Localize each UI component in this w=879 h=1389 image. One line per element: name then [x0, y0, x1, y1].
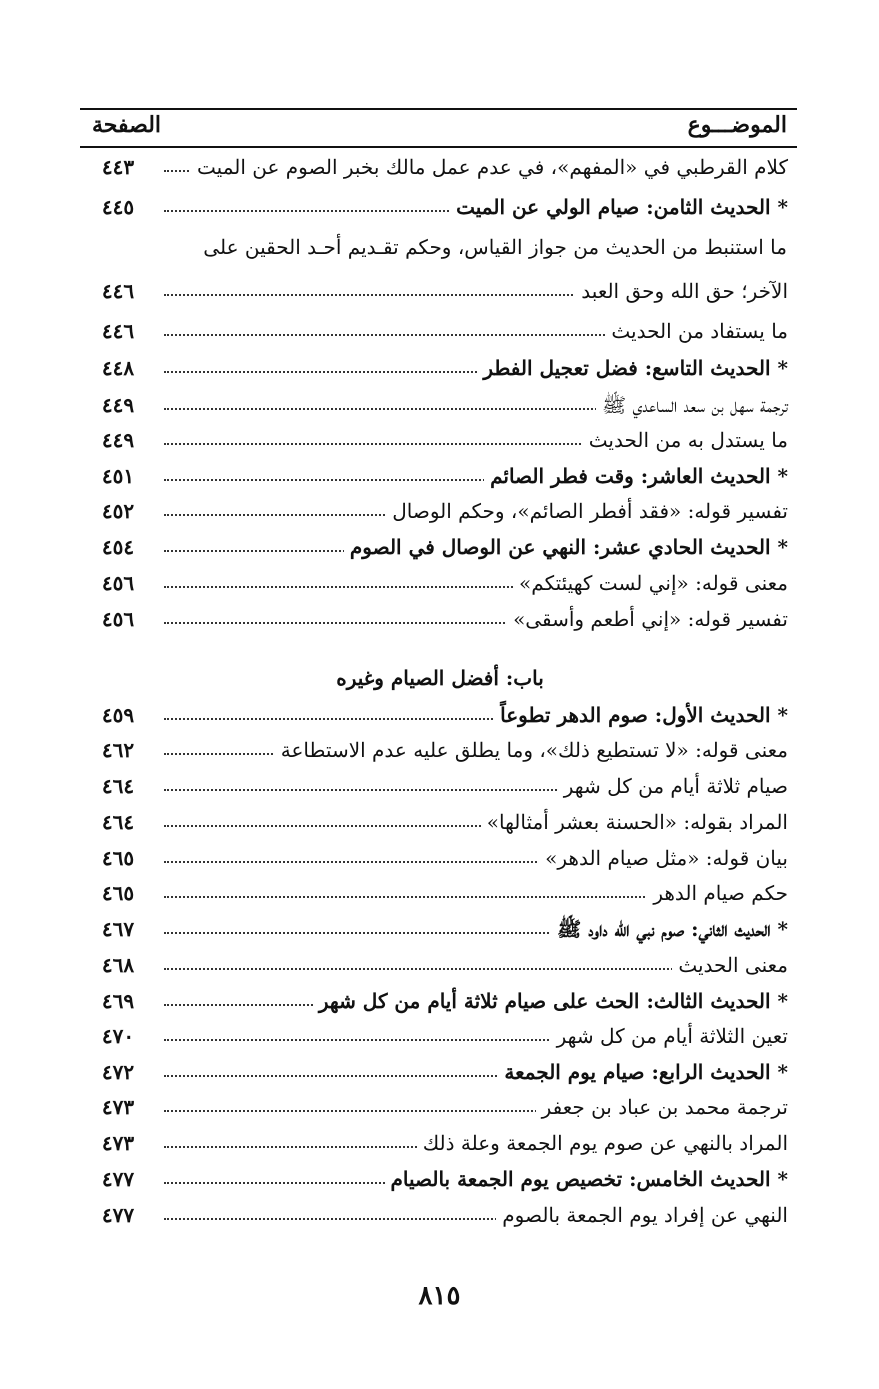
toc-row — [92, 494, 788, 528]
toc-entry-title: * الحديث الرابع: صيام يوم الجمعة — [498, 1058, 788, 1086]
page-number: ٨١٥ — [418, 1281, 461, 1311]
toc-entry-title: * الحديث الأول: صوم الدهر تطوعاً — [494, 701, 788, 729]
toc-row — [92, 1019, 788, 1053]
toc-entry-title: ترجمة سهل بن سعد الساعدي ﷺ — [596, 391, 788, 419]
toc-entry-page: ٤٤٩ — [101, 428, 135, 452]
toc-entry-title: * الحديث التاسع: فضل تعجيل الفطر — [477, 354, 788, 382]
toc-row — [92, 388, 788, 422]
toc-entry-page: ٤٥٦ — [101, 607, 135, 631]
toc-entry-title: حكم صيام الدهر — [647, 879, 788, 907]
toc-row — [92, 841, 788, 875]
toc-row — [92, 566, 788, 600]
toc-entry-page: ٤٦٨ — [101, 953, 135, 977]
toc-entry-title: * الحديث الحادي عشر: النهي عن الوصال في الصوم — [344, 533, 788, 561]
toc-entry-page: ٤٥٤ — [101, 535, 135, 559]
toc-entry-page: ٤٥٦ — [101, 571, 135, 595]
toc-entry-title: ما يستفاد من الحديث — [605, 317, 788, 345]
toc-entry-page: ٤٧٧ — [101, 1167, 135, 1191]
toc-row — [92, 530, 788, 564]
toc-row — [92, 351, 788, 385]
toc-entry-page: ٤٦٤ — [101, 810, 135, 834]
toc-entry-title: المراد بقوله: «الحسنة بعشر أمثالها» — [481, 808, 788, 836]
toc-row — [92, 805, 788, 839]
toc-entry-title: ما يستدل به من الحديث — [583, 426, 788, 454]
toc-row — [92, 459, 788, 493]
toc-row — [92, 1162, 788, 1196]
toc-entry-title: ترجمة محمد بن عباد بن جعفر — [536, 1093, 788, 1121]
toc-entry-title: بيان قوله: «مثل صيام الدهر» — [539, 844, 788, 872]
toc-entry-title: تفسير قوله: «فقد أفطر الصائم»، وحكم الوصال — [386, 497, 788, 525]
toc-entry-title: * الحديث الثامن: صيام الولي عن الميت — [450, 193, 788, 221]
toc-entry-title: * الحديث الثاني: صوم نبي الله داود ﷺ — [551, 915, 788, 943]
toc-row — [92, 912, 788, 946]
header-topic: الموضـــوع — [687, 112, 787, 138]
toc-entry-text: ما استنبط من الحديث من جواز القياس، وحكم تقـديم أحـد الحقين على — [203, 235, 787, 259]
toc-entry-page: ٤٤٣ — [101, 155, 135, 179]
toc-entry-page: ٤٥١ — [101, 464, 135, 488]
toc-entry-page: ٤٥٢ — [101, 499, 135, 523]
toc-entry-page: ٤٦٧ — [101, 917, 135, 941]
toc-row — [92, 1055, 788, 1089]
toc-row — [92, 948, 788, 982]
toc-entry-title: معنى قوله: «إني لست كهيئتكم» — [513, 569, 788, 597]
toc-entry-title: الآخر؛ حق الله وحق العبد — [575, 277, 788, 305]
toc-entry-page: ٤٤٦ — [101, 319, 135, 343]
toc-entry-page: ٤٤٥ — [101, 195, 135, 219]
toc-entry-title: معنى قوله: «لا تستطيع ذلك»، وما يطلق عليه عدم الاستطاعة — [275, 736, 788, 764]
toc-entry-page: ٤٦٥ — [101, 881, 135, 905]
toc-entry-page: ٤٦٢ — [101, 738, 135, 762]
toc-row — [92, 1198, 788, 1232]
toc-entry-page: ٤٧٣ — [101, 1095, 135, 1119]
toc-entry-title: النهي عن إفراد يوم الجمعة بالصوم — [496, 1201, 788, 1229]
toc-row — [92, 876, 788, 910]
toc-row — [92, 314, 788, 348]
toc-row — [92, 602, 788, 636]
toc-row — [92, 1126, 788, 1160]
toc-entry-title: تعين الثلاثة أيام من كل شهر — [551, 1022, 788, 1050]
toc-entry-page: ٤٤٨ — [101, 356, 135, 380]
toc-entry-page: ٤٤٦ — [101, 279, 135, 303]
section-title: باب: أفضل الصيام وغيره — [336, 666, 544, 690]
toc-row — [92, 984, 788, 1018]
toc-entry-page: ٤٧٢ — [101, 1060, 135, 1084]
toc-row — [92, 150, 788, 184]
toc-entry-page: ٤٥٩ — [101, 703, 135, 727]
toc-row — [92, 769, 788, 803]
toc-row — [92, 423, 788, 457]
toc-entry-page: ٤٤٩ — [101, 393, 135, 417]
toc-entry-title: معنى الحديث — [672, 951, 788, 979]
toc-row — [92, 190, 788, 224]
toc-entry-title: * الحديث الثالث: الحث على صيام ثلاثة أيام من كل شهر — [313, 987, 788, 1015]
toc-entry-title: * الحديث العاشر: وقت فطر الصائم — [484, 462, 788, 490]
header-page: الصفحة — [92, 112, 162, 138]
toc-row — [92, 733, 788, 767]
toc-entry-title: * الحديث الخامس: تخصيص يوم الجمعة بالصيام — [385, 1165, 789, 1193]
toc-entry-page: ٤٦٤ — [101, 774, 135, 798]
toc-entry-title: كلام القرطبي في «المفهم»، في عدم عمل مالك بخبر الصوم عن الميت — [191, 153, 788, 181]
toc-row — [92, 698, 788, 732]
toc-entry-page: ٤٧٣ — [101, 1131, 135, 1155]
toc-entry-title: المراد بالنهي عن صوم يوم الجمعة وعلة ذلك — [417, 1129, 788, 1157]
toc-entry-title: تفسير قوله: «إني أطعم وأسقى» — [507, 605, 788, 633]
toc-row — [92, 1090, 788, 1124]
toc-entry-page: ٤٦٩ — [101, 989, 135, 1013]
toc-row — [92, 274, 788, 308]
toc-entry-page: ٤٦٥ — [101, 846, 135, 870]
toc-entry-title: صيام ثلاثة أيام من كل شهر — [558, 772, 788, 800]
toc-entry-page: ٤٧٧ — [101, 1203, 135, 1227]
toc-entry-page: ٤٧٠ — [101, 1024, 135, 1048]
